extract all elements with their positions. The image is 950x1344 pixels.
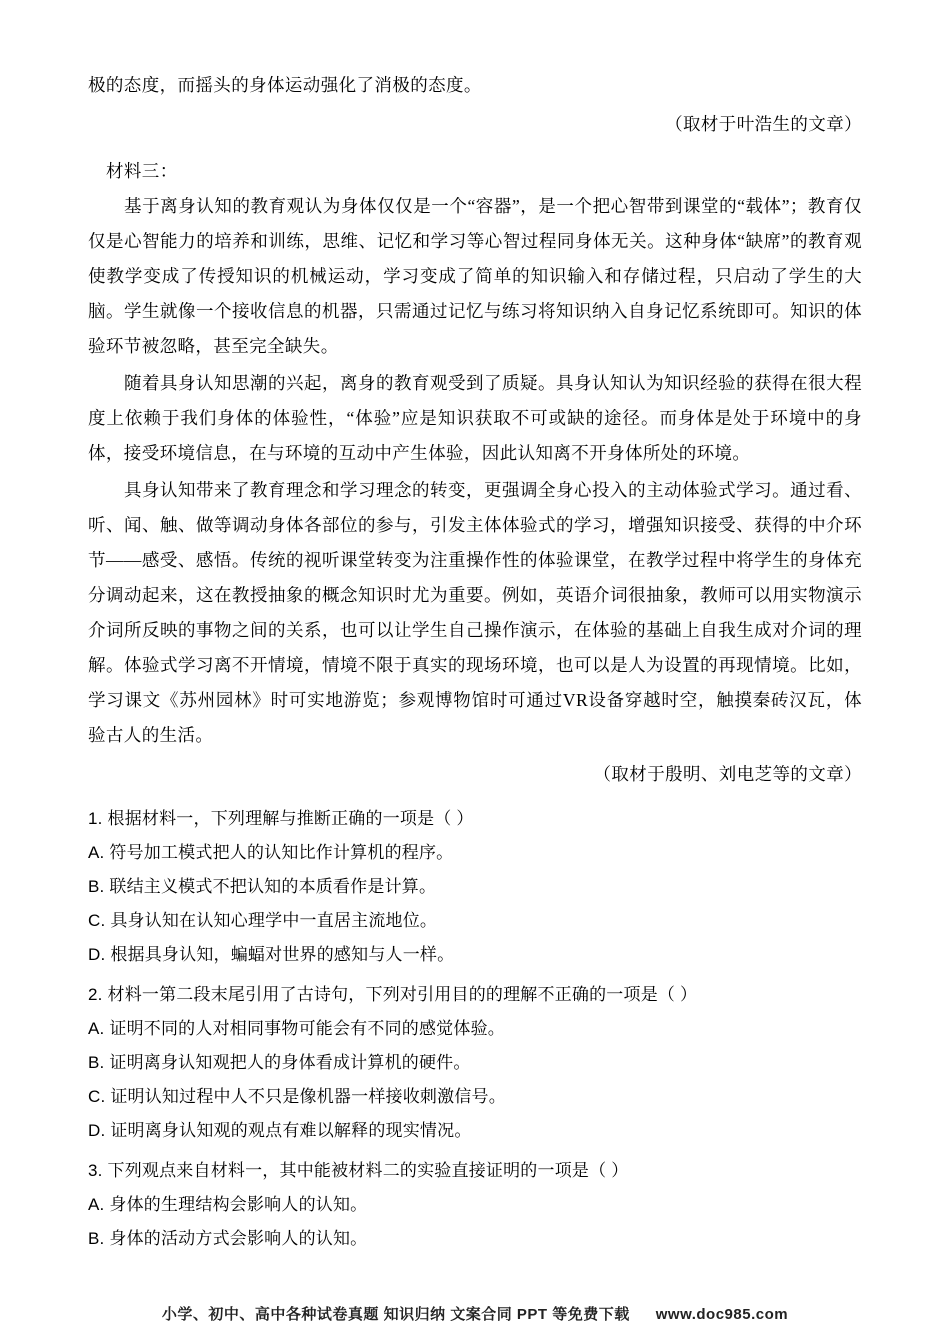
question-2-option-c[interactable]: C. 证明认知过程中人不只是像机器一样接收刺激信号。 xyxy=(88,1087,506,1106)
question-1-stem: 1. 根据材料一，下列理解与推断正确的一项是（ ） xyxy=(88,809,474,828)
material-three-paragraph-3: 具身认知带来了教育理念和学习理念的转变，更强调全身心投入的主动体验式学习。通过看、听、闻、触、做等调动身体各部位的参与，引发主体体验式的学习，增强知识接受、获得的中介环节——感受、感悟。传统的视听课堂转变为注重操作性的体验课堂，在教学过程中将学生的身体充分调动起来，这在教授抽象的概念知识时尤为重要。例如，英语介词很抽象，教师可以用实物演示介词所反映的事物之间的关系，也可以让学生自己操作演示，在体验的基础上自我生成对介词的理解。体验式学习离不开情境，情境不限于真实的现场环境，也可以是人为设置的再现情境。比如，学习课文《苏州园林》时可实地游览；参观博物馆时可通过VR设备穿越时空，触摸秦砖汉瓦，体验古人的生活。 xyxy=(88,480,862,745)
question-1 xyxy=(88,802,862,972)
footer-text: 小学、初中、高中各种试卷真题 知识归纳 文案合同 PPT 等免费下载 xyxy=(161,1306,630,1323)
question-1-option-d[interactable]: D. 根据具身认知，蝙蝠对世界的感知与人一样。 xyxy=(88,945,455,964)
question-3-stem: 3. 下列观点来自材料一，其中能被材料二的实验直接证明的一项是（ ） xyxy=(88,1161,629,1180)
question-3-option-a[interactable]: A. 身体的生理结构会影响人的认知。 xyxy=(88,1195,368,1214)
question-3-option-b[interactable]: B. 身体的活动方式会影响人的认知。 xyxy=(88,1229,368,1248)
footer-site[interactable]: www.doc985.com xyxy=(655,1306,789,1323)
question-1-option-a[interactable]: A. 符号加工模式把人的认知比作计算机的程序。 xyxy=(88,843,454,862)
question-2-option-a[interactable]: A. 证明不同的人对相同事物可能会有不同的感觉体验。 xyxy=(88,1019,505,1038)
question-1-option-b[interactable]: B. 联结主义模式不把认知的本质看作是计算。 xyxy=(88,877,437,896)
material-three-label: 材料三： xyxy=(106,161,178,181)
page-footer xyxy=(0,1303,950,1324)
material-three-paragraph-2: 随着具身认知思潮的兴起，离身的教育观受到了质疑。具身认知认为知识经验的获得在很大程度上依赖于我们身体的体验性，“体验”应是知识获取不可或缺的途径。而身体是处于环境中的身体，接受环境信息，在与环境的互动中产生体验，因此认知离不开身体所处的环境。 xyxy=(88,373,862,463)
question-2-option-d[interactable]: D. 证明离身认知观的观点有难以解释的现实情况。 xyxy=(88,1121,472,1140)
source-attribution-1: （取材于叶浩生的文章） xyxy=(665,114,862,134)
question-2-stem: 2. 材料一第二段末尾引用了古诗句，下列对引用目的的理解不正确的一项是（ ） xyxy=(88,985,698,1004)
question-1-option-c[interactable]: C. 具身认知在认知心理学中一直居主流地位。 xyxy=(88,911,438,930)
material-three-paragraph-1: 基于离身认知的教育观认为身体仅仅是一个“容器”，是一个把心智带到课堂的“载体”；教育仅仅是心智能力的培养和训练，思维、记忆和学习等心智过程同身体无关。这种身体“缺席”的教育观使教学变成了传授知识的机械运动，学习变成了简单的知识输入和存储过程，只启动了学生的大脑。学生就像一个接收信息的机器，只需通过记忆与练习将知识纳入自身记忆系统即可。知识的体验环节被忽略，甚至完全缺失。 xyxy=(88,196,862,356)
source-attribution-2: （取材于殷明、刘电芝等的文章） xyxy=(593,764,862,784)
question-2-option-b[interactable]: B. 证明离身认知观把人的身体看成计算机的硬件。 xyxy=(88,1053,471,1072)
top-paragraph: 极的态度，而摇头的身体运动强化了消极的态度。 xyxy=(88,75,482,95)
question-2 xyxy=(88,978,862,1148)
question-3 xyxy=(88,1154,862,1256)
